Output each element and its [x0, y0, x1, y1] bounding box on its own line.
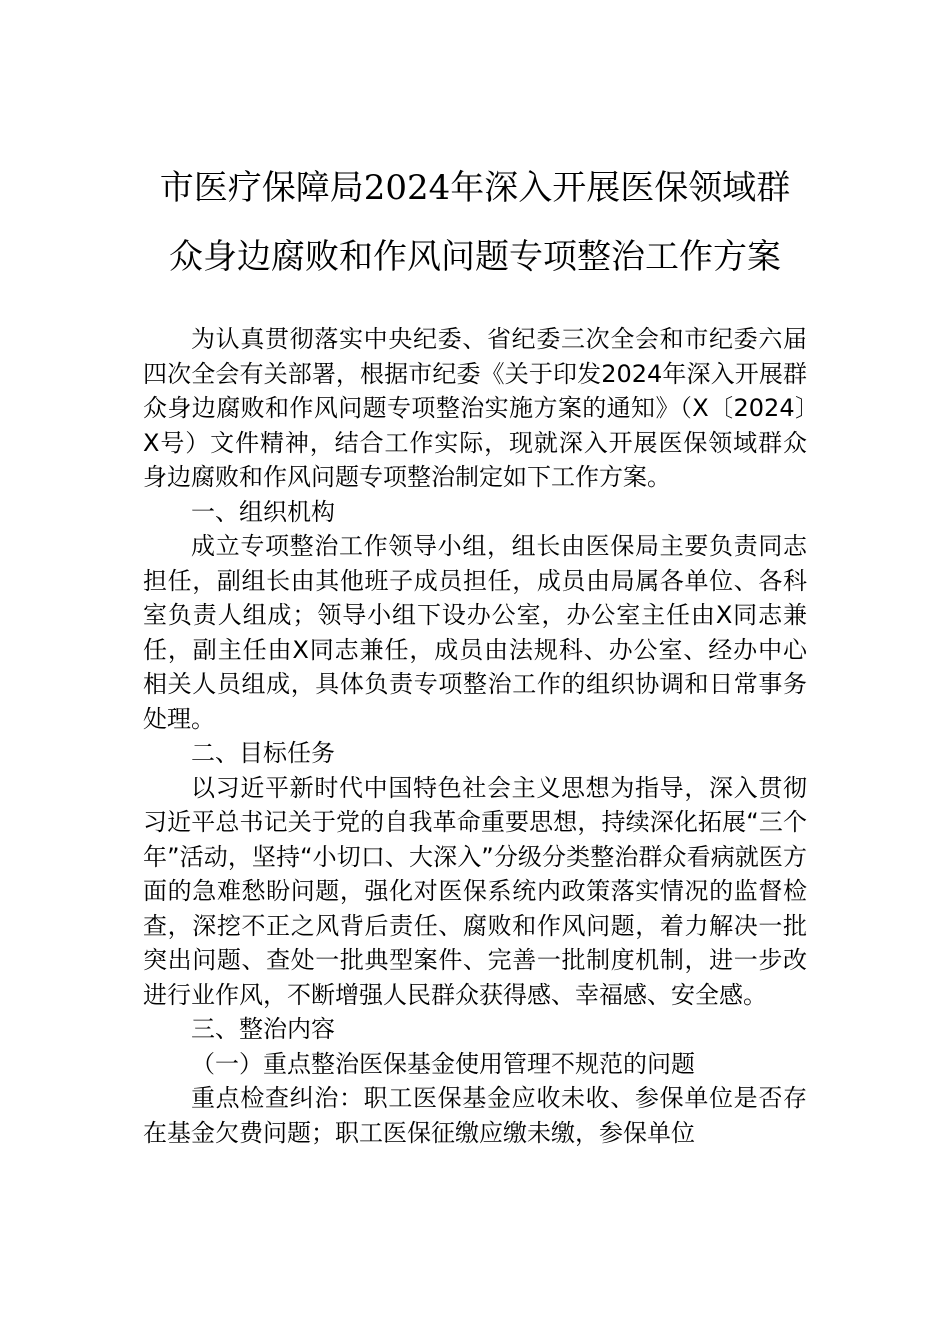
- paragraph-organization: 成立专项整治工作领导小组，组长由医保局主要负责同志担任，副组长由其他班子成员担任，成员由局属各单位、各科室负责人组成；领导小组下设办公室，办公室主任由X同志兼任，副主任由X同志兼任，成员由法规科、办公室、经办中心相关人员组成，具体负责专项整治工作的组织协调和日常事务处理。: [143, 532, 807, 733]
- document-body: [143, 322, 807, 1150]
- heading-rectification-content: 三、整治内容: [191, 1015, 335, 1043]
- paragraph-fund-management: 重点检查纠治：职工医保基金应收未收、参保单位是否存在基金欠费问题；职工医保征缴应缴未缴，参保单位: [143, 1084, 807, 1147]
- paragraph-goals: 以习近平新时代中国特色社会主义思想为指导，深入贯彻习近平总书记关于党的自我革命重要思想，持续深化拓展“三个年”活动，坚持“小切口、大深入”分级分类整治群众看病就医方面的急难愁盼问题，强化对医保系统内政策落实情况的监督检查，深挖不正之风背后责任、腐败和作风问题，着力解决一批突出问题、查处一批典型案件、完善一批制度机制，进一步改进行业作风，不断增强人民群众获得感、幸福感、安全感。: [143, 773, 807, 1009]
- document-title-line-2: 众身边腐败和作风问题专项整治工作方案: [169, 237, 781, 277]
- heading-organization: 一、组织机构: [191, 497, 335, 526]
- paragraph-intro: 为认真贯彻落实中央纪委、省纪委三次全会和市纪委六届四次全会有关部署，根据市纪委《关于印发2024年深入开展群众身边腐败和作风问题专项整治实施方案的通知》（X〔2024〕X号）文件精神，结合工作实际，现就深入开展医保领域群众身边腐败和作风问题专项整治制定如下工作方案。: [143, 325, 807, 491]
- heading-goals: 二、目标任务: [191, 739, 335, 767]
- document-title-line-1: 市医疗保障局2024年深入开展医保领域群: [159, 168, 791, 208]
- subheading-fund-management: （一）重点整治医保基金使用管理不规范的问题: [191, 1049, 695, 1078]
